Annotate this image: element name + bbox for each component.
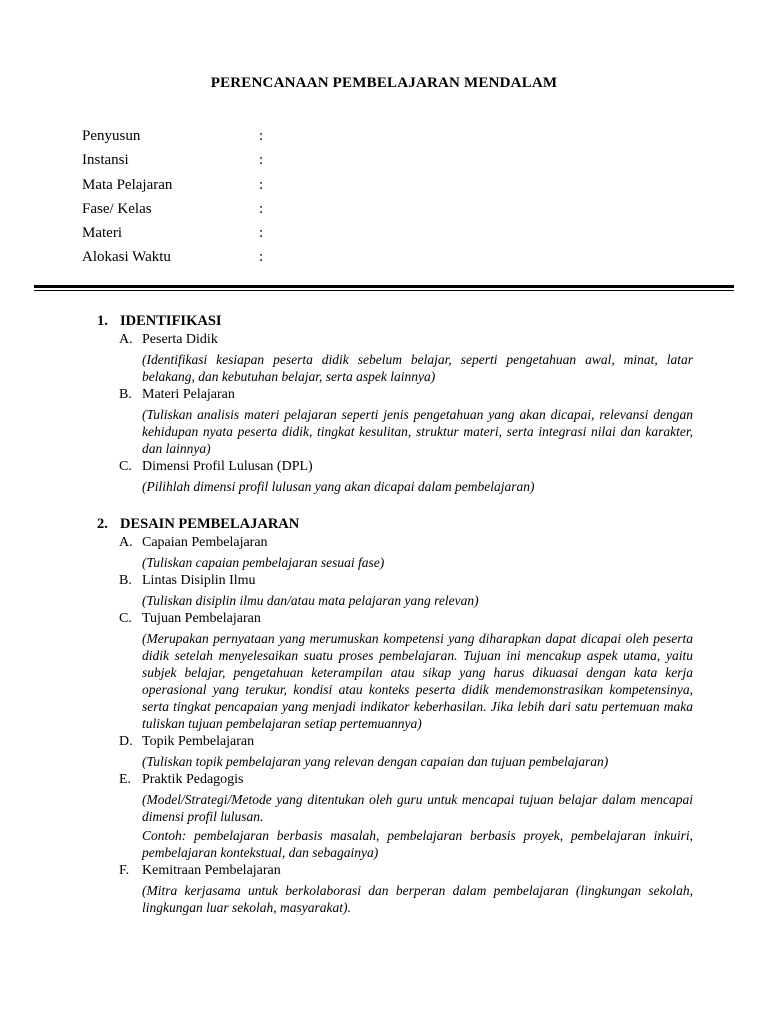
subsection-description: (Model/Strategi/Metode yang ditentukan oleh guru untuk mencapai tujuan belajar dalam mencapai dimensi profil lulusan. <box>142 792 693 824</box>
subsection-letter: A. <box>119 332 133 347</box>
meta-label: Alokasi Waktu <box>82 249 171 266</box>
meta-label: Fase/ Kelas <box>82 200 152 217</box>
section-identifikasi <box>97 313 697 497</box>
meta-colon: : <box>259 176 264 193</box>
subsection-title: Kemitraan Pembelajaran <box>142 863 281 878</box>
subsection-title: Capaian Pembelajaran <box>142 535 268 550</box>
subsection-letter: D. <box>119 734 133 749</box>
subsection-description: (Tuliskan disiplin ilmu dan/atau mata pelajaran yang relevan) <box>142 593 479 608</box>
subsection-title: Peserta Didik <box>142 332 218 347</box>
subsection-letter: A. <box>119 535 133 550</box>
meta-row-fase-kelas <box>82 201 382 225</box>
subsection-description: (Merupakan pernyataan yang merumuskan kompetensi yang diharapkan dapat dicapai oleh peserta didik setelah menyelesaikan suatu proses pembelajaran. Tujuan ini mencakup aspek utama, yaitu subjek belajar, pengetahuan keterampilan atau sikap yang harus dikuasai dengan kata kerja operasional yang terukur, kondisi atau konteks peserta didik mendemonstrasikan kompetensinya, serta tingkat pencapaian yang menjadi indikator keberhasilan. Jika lebih dari satu pertemuan maka tuliskan tujuan pembelajaran setiap pertemuannya) <box>142 631 693 731</box>
subsection-letter: C. <box>119 459 132 474</box>
meta-colon: : <box>259 152 264 169</box>
subsection-capaian-pembelajaran <box>97 535 697 554</box>
section-number: 1. <box>97 313 108 329</box>
section-number: 2. <box>97 516 108 532</box>
subsection-description: (Tuliskan analisis materi pelajaran seperti jenis pengetahuan yang akan dicapai, relevansi dengan kehidupan nyata peserta didik, tingkat kesulitan, struktur materi, serta integrasi nilai dan karakter, dan lainnya) <box>142 407 693 456</box>
subsection-letter: F. <box>119 863 130 878</box>
meta-colon: : <box>259 128 264 144</box>
subsection-description: (Pilihlah dimensi profil lulusan yang akan dicapai dalam pembelajaran) <box>142 479 535 494</box>
meta-row-instansi <box>82 152 382 176</box>
section-heading <box>97 516 697 535</box>
meta-colon: : <box>259 225 264 242</box>
subsection-letter: B. <box>119 387 132 402</box>
subsection-description: (Tuliskan topik pembelajaran yang relevan dengan capaian dan tujuan pembelajaran) <box>142 754 609 769</box>
subsection-example: Contoh: pembelajaran berbasis masalah, pembelajaran berbasis proyek, pembelajaran inkuiri, pembelajaran kontekstual, dan sebagainya) <box>142 828 693 860</box>
meta-row-mata-pelajaran <box>82 177 382 201</box>
meta-label: Materi <box>82 225 122 242</box>
subsection-dimensi-profil-lulusan <box>97 459 697 478</box>
meta-row-alokasi-waktu <box>82 249 382 273</box>
subsection-letter: C. <box>119 611 132 626</box>
subsection-peserta-didik <box>97 332 697 351</box>
meta-label: Penyusun <box>82 128 141 144</box>
meta-label: Instansi <box>82 152 129 169</box>
subsection-topik-pembelajaran <box>97 734 697 753</box>
subsection-letter: B. <box>119 573 132 588</box>
subsection-lintas-disiplin-ilmu <box>97 573 697 592</box>
subsection-title: Tujuan Pembelajaran <box>142 611 261 626</box>
subsection-title: Topik Pembelajaran <box>142 734 255 749</box>
document-title: PERENCANAAN PEMBELAJARAN MENDALAM <box>210 75 558 91</box>
subsection-description: (Tuliskan capaian pembelajaran sesuai fase) <box>142 555 385 570</box>
subsection-title: Praktik Pedagogis <box>142 772 244 787</box>
meta-label: Mata Pelajaran <box>82 176 173 193</box>
divider-thick <box>34 285 734 288</box>
subsection-materi-pelajaran <box>97 387 697 406</box>
subsection-kemitraan-pembelajaran <box>97 863 697 882</box>
subsection-title: Materi Pelajaran <box>142 387 235 402</box>
subsection-letter: E. <box>119 772 132 787</box>
meta-row-penyusun <box>82 128 382 152</box>
meta-row-materi <box>82 225 382 249</box>
subsection-title: Lintas Disiplin Ilmu <box>142 573 256 588</box>
section-title: DESAIN PEMBELAJARAN <box>120 516 300 532</box>
subsection-tujuan-pembelajaran <box>97 611 697 630</box>
subsection-praktik-pedagogis <box>97 772 697 791</box>
identity-block <box>82 128 382 274</box>
divider-thin <box>34 290 734 291</box>
subsection-description: (Mitra kerjasama untuk berkolaborasi dan berperan dalam pembelajaran (lingkungan sekolah, lingkungan luar sekolah, masyarakat). <box>142 883 693 915</box>
section-heading <box>97 313 697 332</box>
subsection-title: Dimensi Profil Lulusan (DPL) <box>142 459 313 474</box>
section-title: IDENTIFIKASI <box>120 313 222 329</box>
section-desain-pembelajaran <box>97 516 697 918</box>
meta-colon: : <box>259 249 264 266</box>
subsection-description: (Identifikasi kesiapan peserta didik sebelum belajar, seperti pengetahuan awal, minat, latar belakang, dan kebutuhan belajar, serta aspek lainnya) <box>142 352 693 384</box>
meta-colon: : <box>259 200 264 217</box>
